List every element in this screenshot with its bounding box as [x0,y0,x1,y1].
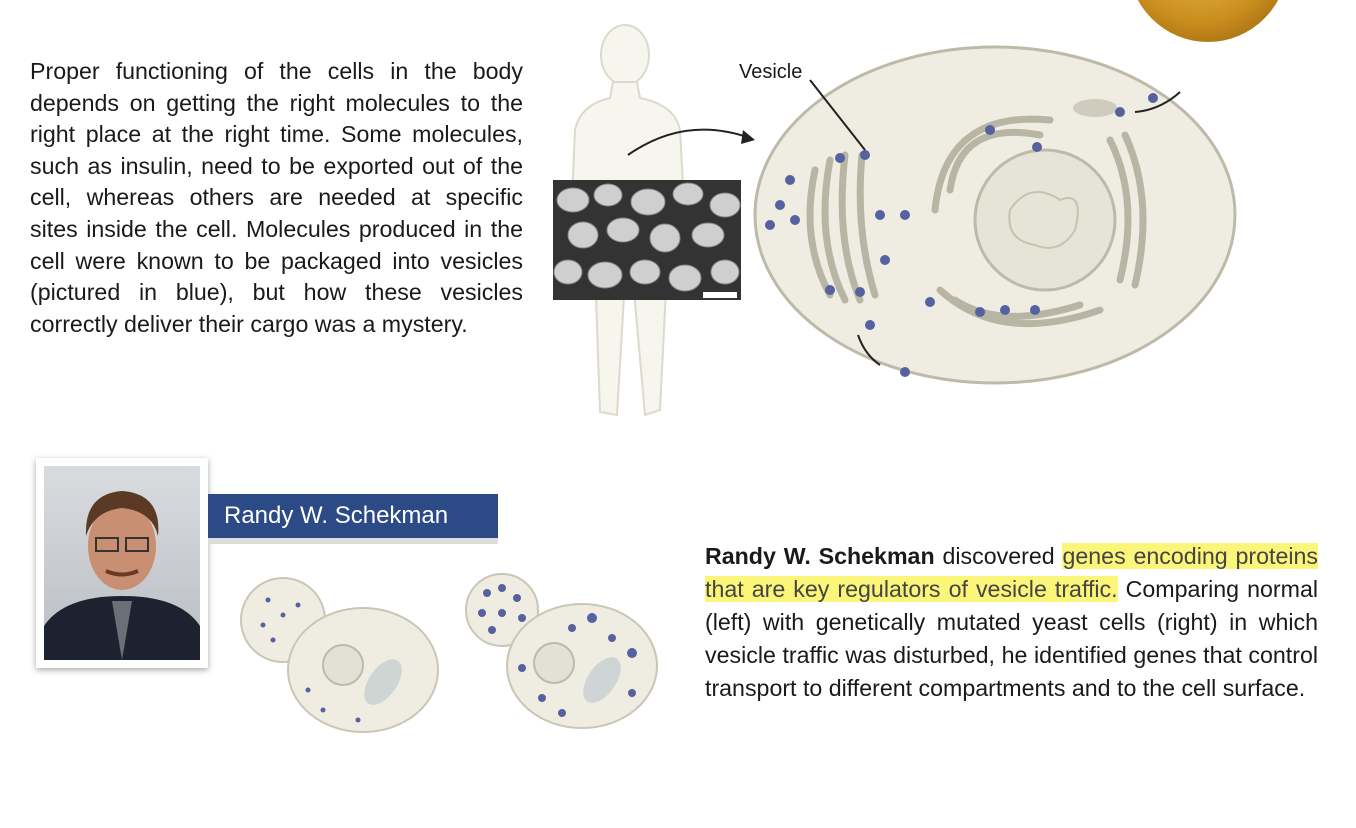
description-rest: Comparing normal (left) with genetically mutated yeast cells (right) in which vesicle traffic was disturbed, he identified genes that control transport to different compartments and to the cell surface. [705,576,1318,701]
normal-yeast-cell-diagram [238,570,443,738]
cell-diagram [740,40,1245,390]
yeast-cells-image [553,180,741,300]
yeast-micrograph [553,180,741,300]
mutant-yeast-cell-diagram [462,568,662,733]
description-paragraph [705,540,1318,705]
banner-shadow [208,538,498,544]
laureate-name: Randy W. Schekman [705,543,935,569]
highlighted-text: genes encoding proteins that are key regulators of vesicle traffic. [705,543,1318,602]
nobel-medal-image [1128,0,1288,42]
laureate-portrait [44,466,200,660]
description-lead: discovered [934,543,1063,569]
vesicle-label: Vesicle [739,61,803,83]
laureate-photo-frame [36,458,208,668]
laureate-name-banner: Randy W. Schekman [208,494,498,538]
intro-paragraph: Proper functioning of the cells in the body depends on getting the right molecules to the right place at the right time. Some molecules, such as insulin, need to be exported out of the cell, whereas others are needed at specific sites inside the cell. Molecules produced in the cell were known to be packaged into vesicles (pictured in blue), but how these vesicles correctly deliver their cargo was a mystery. [30,58,523,337]
